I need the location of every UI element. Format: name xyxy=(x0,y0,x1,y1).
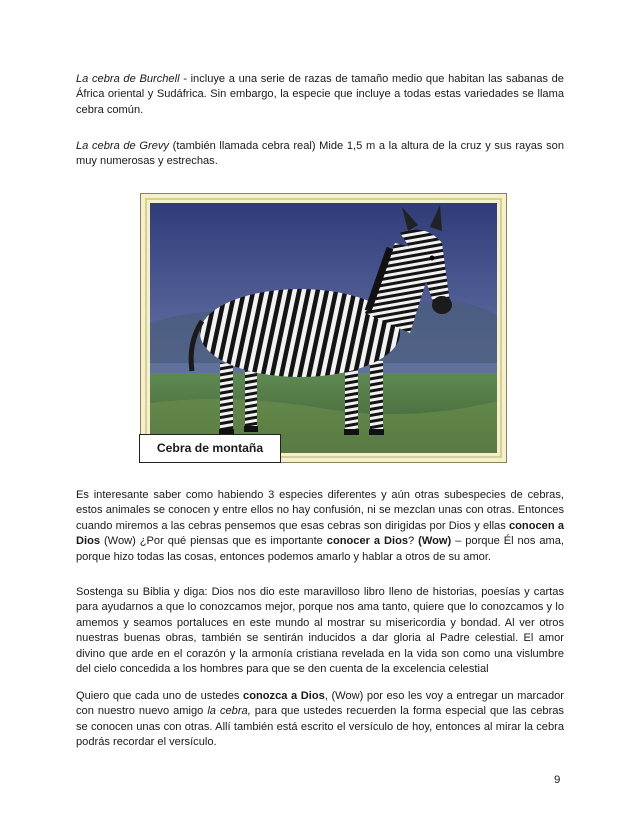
zebra-photo xyxy=(150,203,497,453)
text-run: ? xyxy=(408,535,419,548)
grevy-text: (también llamada cebra real) Mide 1,5 m a la altura de la cruz y sus rayas son muy numerosas y estrechas. xyxy=(76,140,564,168)
paragraph-bookmark xyxy=(76,689,564,751)
zebra-illustration xyxy=(150,203,497,453)
text-run: Es interesante saber como habiendo 3 especies diferentes y aún otras subespecies de cebras, estos animales se conocen y entre ellos no hay confusión, ni se mezclan unas con otras. Entonces cuando miremos a las cebras pensemos que esas cebras son dirigidas por Dios y ellas xyxy=(76,489,564,532)
photo-frame xyxy=(140,193,507,463)
text-run: para que ustedes recuerden la forma especial que las cebras se conocen unas con otras. Allí también está escrito el versículo de hoy, entonces al mirar la cebra podrás recordar el versículo. xyxy=(76,705,564,749)
burchell-text: - incluye a una serie de razas de tamaño medio que habitan las sabanas de África oriental y Sudáfrica. Sin embargo, la especie que incluye a todas estas variedades se llama cebra común. xyxy=(76,73,564,116)
italic-run: la cebra, xyxy=(207,705,251,718)
paragraph-zebras-know-god xyxy=(76,488,564,565)
text-run: Sostenga su Biblia y diga: Dios nos dio este maravilloso libro lleno de historias, poesías y cartas para ayudarnos a que lo conozcamos mejor, porque nos ama tanto, quiere que lo conozcamos y lo amemos y seamos portaluces en este mundo al mostrar su misericordia y bondad. Al ver otros nuestras buenas obras, también se sentirán inducidos a dar gloria al Padre celestial. El amor divino que arde en el corazón y la armonía cristiana revelada en la vida son como una vislumbre del cielo concedida a los hombres para que se den cuenta de la excelencia celestial xyxy=(76,586,564,676)
text-run: – porque Él nos ama, porque hizo todas las cosas, entonces podemos amarlo y hablar a otros de su amor. xyxy=(76,535,564,563)
text-run: , (Wow) por eso les voy a entregar un marcador con nuestro nuevo amigo xyxy=(76,690,565,718)
bold-run: conocen a Dios xyxy=(76,519,564,548)
text-run: (Wow) ¿Por qué piensas que es importante xyxy=(100,535,327,548)
figure-caption: Cebra de montaña xyxy=(139,434,281,463)
paragraph-grevy xyxy=(76,139,564,170)
page-number: 9 xyxy=(554,774,561,786)
bold-run: (Wow) xyxy=(418,535,452,548)
burchell-title: La cebra de Burchell xyxy=(76,73,180,85)
bold-run: conozca a Dios xyxy=(243,690,325,702)
paragraph-bible xyxy=(76,585,564,677)
bold-run: conocer a Dios xyxy=(326,535,409,548)
text-run: Quiero que cada uno de ustedes xyxy=(76,690,244,702)
grevy-title: La cebra de Grevy xyxy=(76,140,169,152)
paragraph-burchell xyxy=(76,72,564,118)
